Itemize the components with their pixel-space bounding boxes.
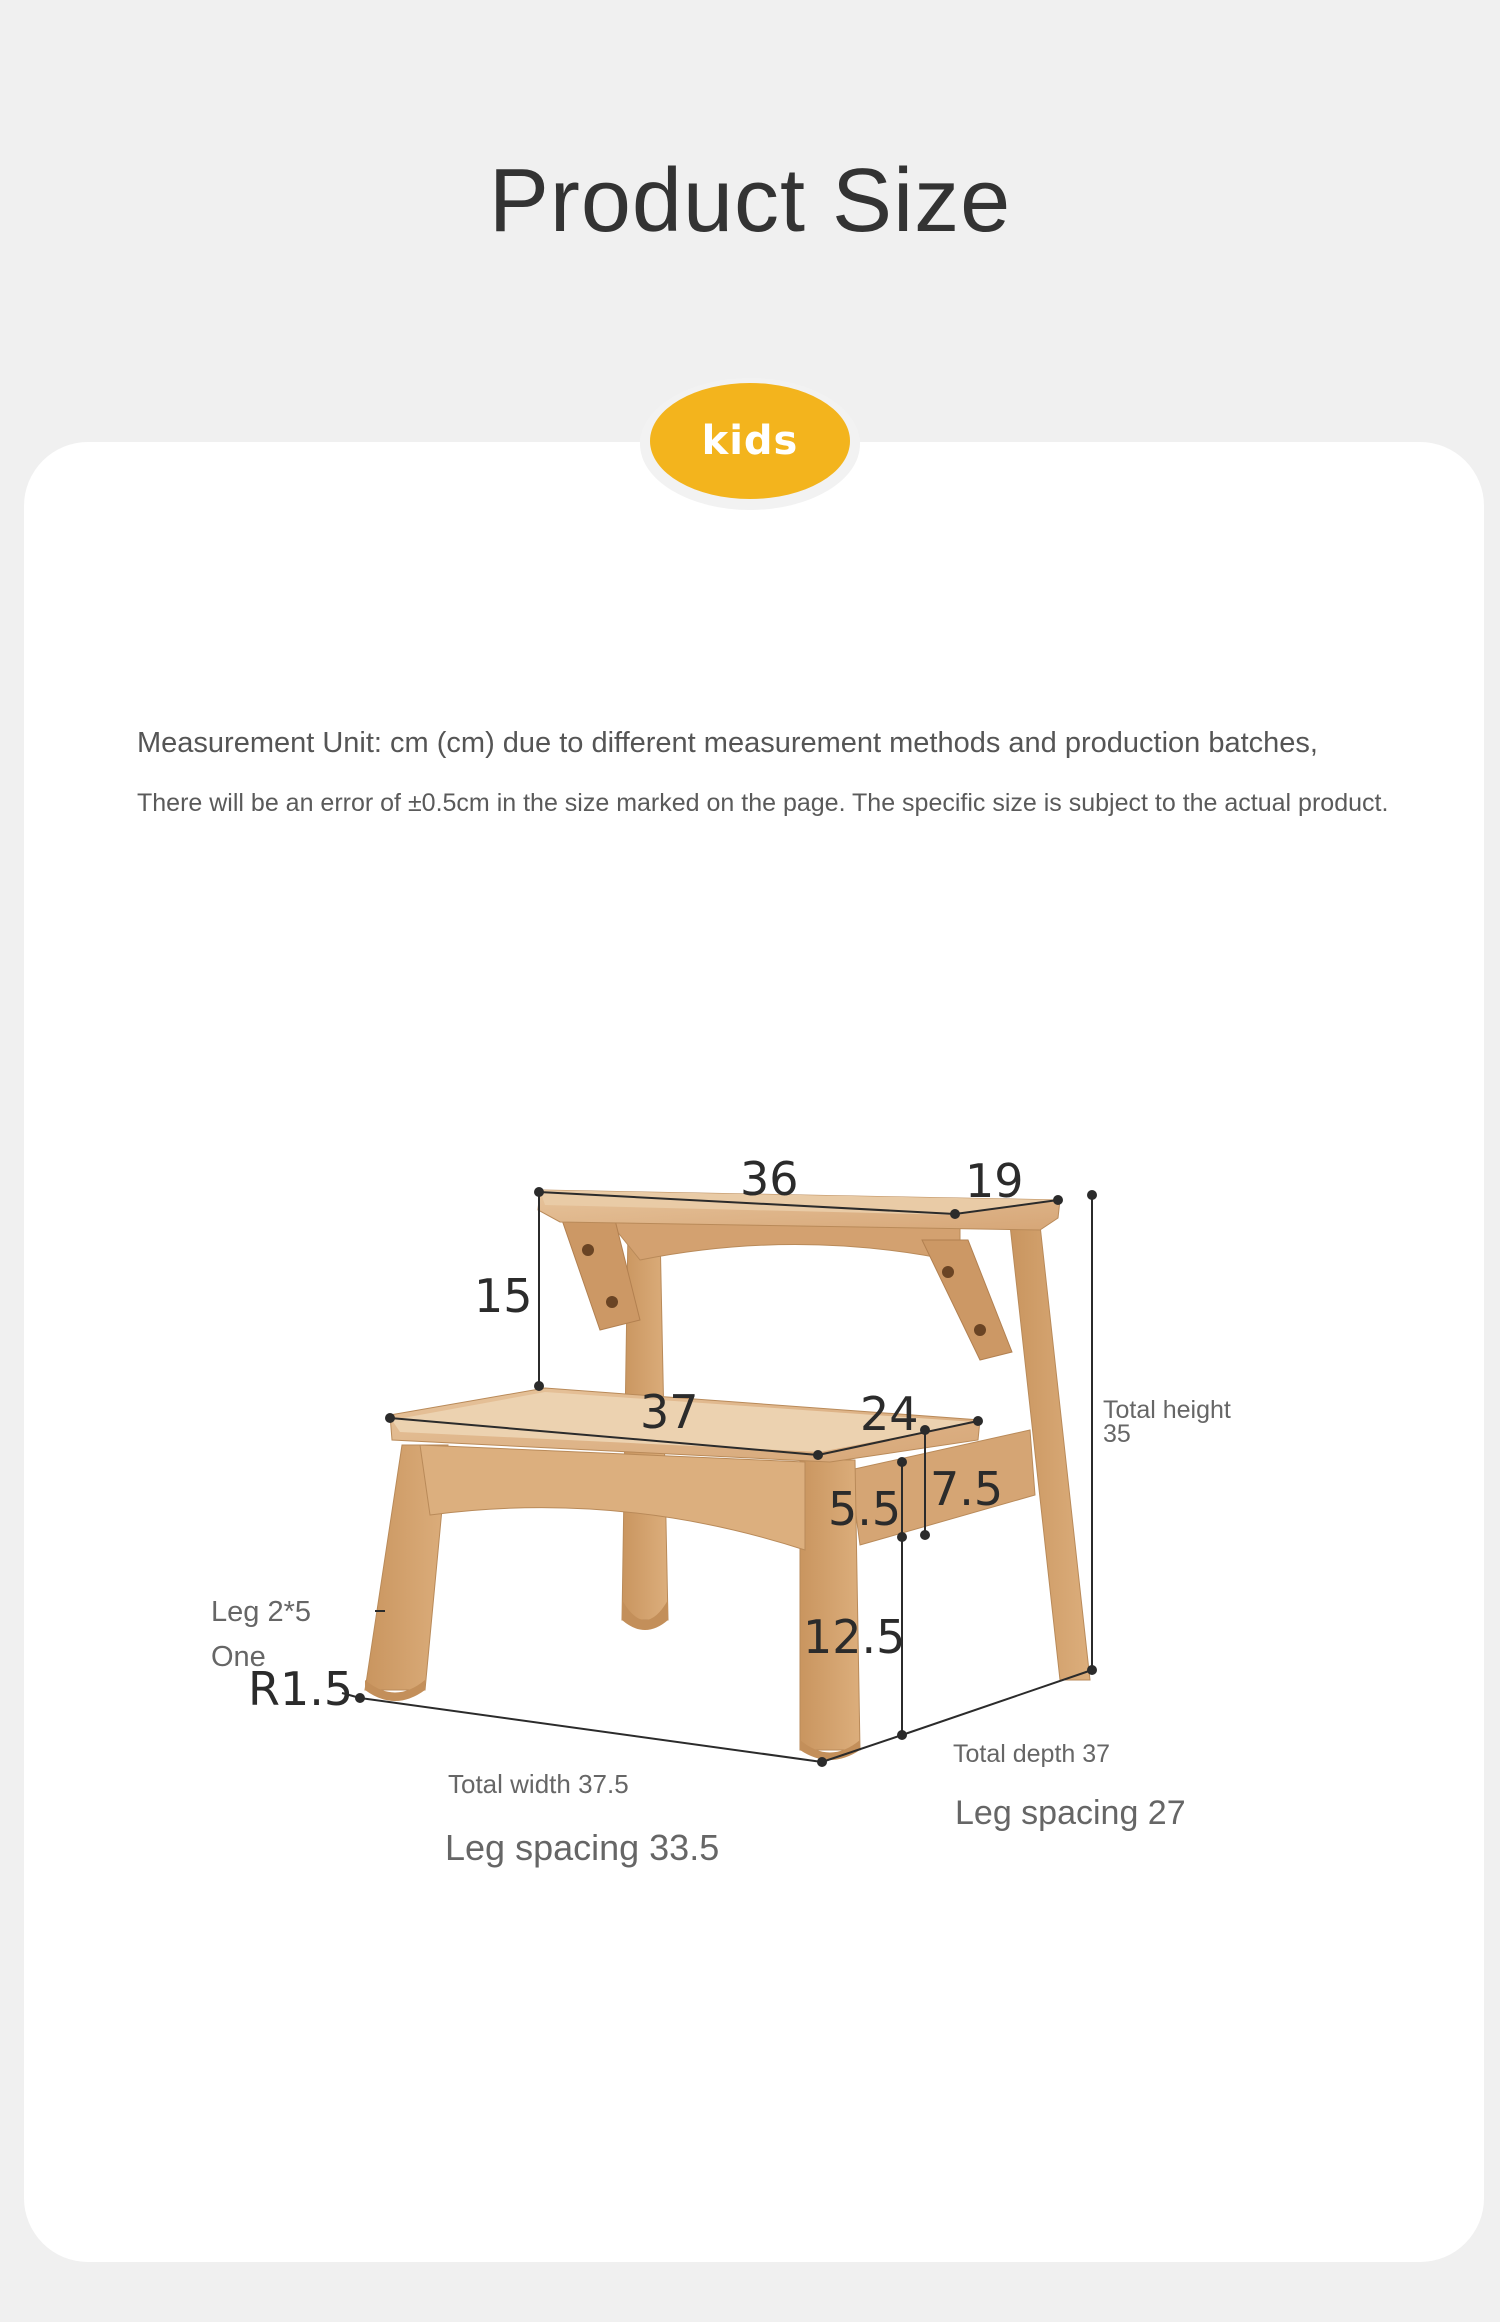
leg-spacing-width-label: Leg spacing 33.5 xyxy=(445,1827,720,1868)
leg-clearance-label: 12.5 xyxy=(803,1610,906,1664)
kids-badge: kids xyxy=(650,383,850,499)
rear-apron-height-label: 7.5 xyxy=(930,1462,1004,1516)
total-width-label: Total width 37.5 xyxy=(448,1769,629,1799)
leg-size-label: Leg 2*5 xyxy=(211,1596,311,1628)
leg-spacing-depth-label: Leg spacing 27 xyxy=(955,1794,1186,1832)
total-height-label: Total height xyxy=(1103,1396,1231,1424)
corner-radius-label: R1.5 xyxy=(248,1662,354,1716)
top-depth-label: 19 xyxy=(965,1154,1024,1208)
bottom-width-label: 37 xyxy=(640,1385,699,1439)
page-title: Product Size xyxy=(488,151,1012,251)
leg-count-label: One xyxy=(211,1641,266,1673)
measurement-unit-note: Measurement Unit: cm (cm) due to different measurement methods and production batches, xyxy=(137,727,1318,759)
step-height-label: 15 xyxy=(474,1269,533,1323)
bottom-depth-label: 24 xyxy=(860,1387,919,1441)
apron-height-label: 5.5 xyxy=(828,1482,902,1536)
total-height-value: 35 xyxy=(1103,1420,1131,1448)
measurement-error-note: There will be an error of ±0.5cm in the size marked on the page. The specific size is subject to the actual product. xyxy=(137,789,1389,817)
total-depth-label: Total depth 37 xyxy=(953,1740,1111,1768)
top-width-label: 36 xyxy=(740,1152,799,1206)
